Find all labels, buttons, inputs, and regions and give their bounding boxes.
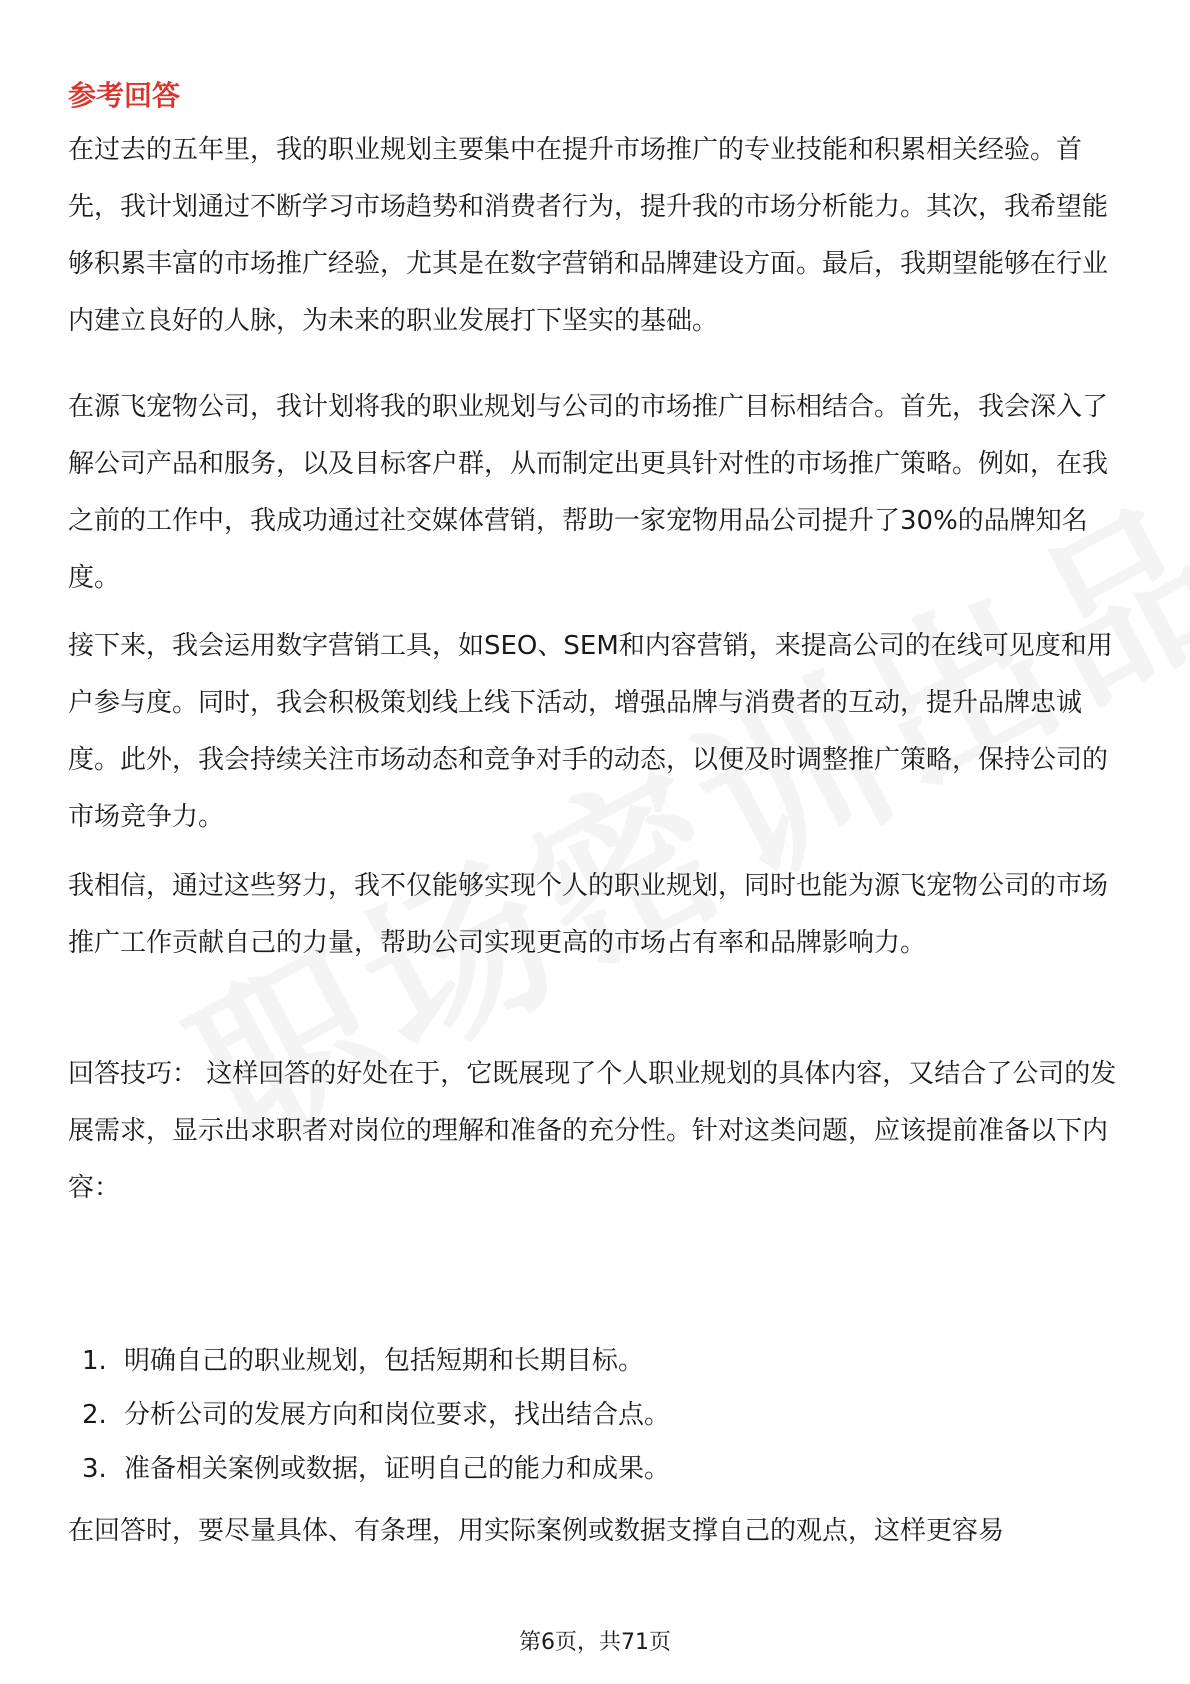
- section-heading: 参考回答: [68, 79, 181, 112]
- closing-paragraph: 在回答时，要尽量具体、有条理，用实际案例或数据支撑自己的观点，这样更容易: [68, 1516, 1005, 1546]
- list-number: 1.: [82, 1346, 107, 1376]
- list-text: 明确自己的职业规划，包括短期和长期目标。: [124, 1346, 645, 1376]
- list-number: 2.: [82, 1400, 107, 1430]
- list-text: 分析公司的发展方向和岗位要求，找出结合点。: [124, 1400, 671, 1430]
- list-item: [82, 1442, 1180, 1496]
- list-item: [82, 1334, 1180, 1388]
- tips-list: [68, 1334, 1180, 1496]
- paragraph-3: 接下来，我会运用数字营销工具，如SEO、SEM和内容营销，来提高公司的在线可见度和用户参与度。同时，我会积极策划线上线下活动，增强品牌与消费者的互动，提升品牌忠诚度。此外，我会持续关注市场动态和竞争对手的动态，以便及时调整推广策略，保持公司的市场竞争力。: [68, 631, 1113, 832]
- paragraph-4: 我相信，通过这些努力，我不仅能够实现个人的职业规划，同时也能为源飞宠物公司的市场推广工作贡献自己的力量，帮助公司实现更高的市场占有率和品牌影响力。: [68, 871, 1109, 958]
- page-number: 第6页，共71页: [519, 1630, 671, 1655]
- paragraph-1: 在过去的五年里，我的职业规划主要集中在提升市场推广的专业技能和积累相关经验。首先，我计划通过不断学习市场趋势和消费者行为，提升我的市场分析能力。其次，我希望能够积累丰富的市场推广经验，尤其是在数字营销和品牌建设方面。最后，我期望能够在行业内建立良好的人脉，为未来的职业发展打下坚实的基础。: [68, 135, 1109, 336]
- answer-tips-paragraph: 回答技巧： 这样回答的好处在于，它既展现了个人职业规划的具体内容，又结合了公司的发展需求，显示出求职者对岗位的理解和准备的充分性。针对这类问题，应该提前准备以下内容：: [68, 1059, 1117, 1203]
- list-number: 3.: [82, 1454, 107, 1484]
- list-item: [82, 1388, 1180, 1442]
- paragraph-2: 在源飞宠物公司，我计划将我的职业规划与公司的市场推广目标相结合。首先，我会深入了解公司产品和服务，以及目标客户群，从而制定出更具针对性的市场推广策略。例如，在我之前的工作中，我成功通过社交媒体营销，帮助一家宠物用品公司提升了30%的品牌知名度。: [68, 392, 1109, 593]
- list-text: 准备相关案例或数据，证明自己的能力和成果。: [124, 1454, 671, 1484]
